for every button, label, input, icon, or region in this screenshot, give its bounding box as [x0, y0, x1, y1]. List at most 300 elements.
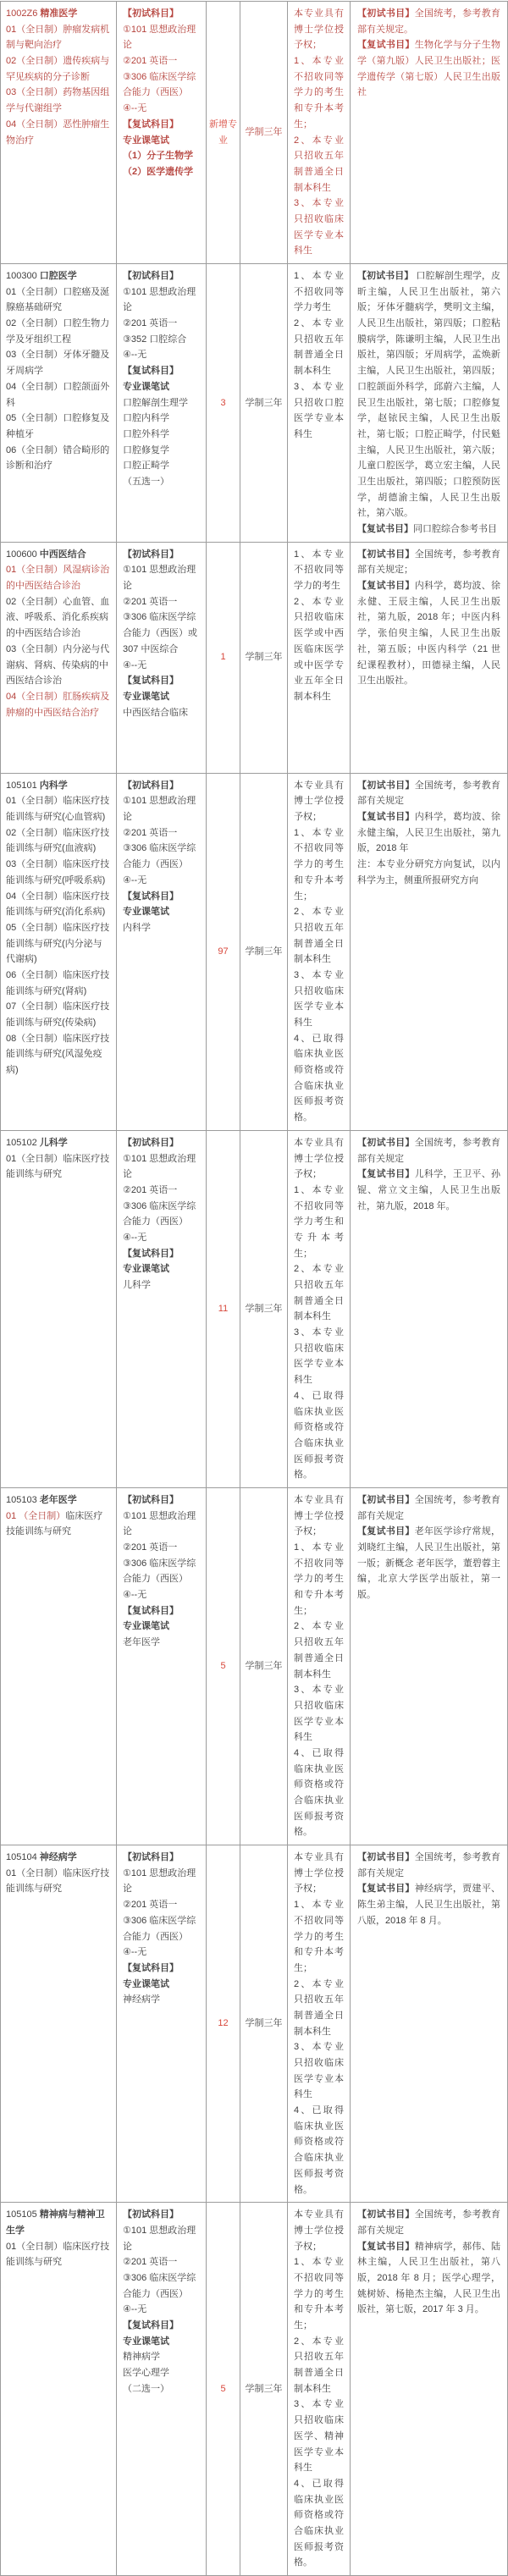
- note-line: [294, 1746, 344, 1840]
- exam-subject-text: ④--无: [123, 1947, 147, 1958]
- note-line: [294, 825, 344, 904]
- exam-subject-text: （2）医学遗传学: [123, 166, 194, 177]
- note-line: [294, 1183, 344, 1261]
- duration-cell: [240, 773, 288, 1130]
- book-list-label: 【复试书目】: [357, 581, 415, 592]
- exam-subject-line: [123, 1183, 200, 1199]
- direction-text: 03（全日制）临床医疗技能训练与研究(呼吸系病): [6, 859, 110, 885]
- exam-subject-line: [123, 1897, 200, 1913]
- book-paragraph: [357, 2239, 500, 2318]
- book-paragraph: [357, 1492, 500, 1524]
- note-text: 2、本专业只招收五年制普通全日制本科生: [294, 907, 344, 965]
- book-list-text: 全国统考，参考教育部有关规定: [357, 2209, 501, 2236]
- note-line: [294, 1031, 344, 1126]
- direction-text: 05（全日制）临床医疗技能训练与研究(内分泌与代谢病): [6, 922, 110, 965]
- book-list-text: 神经病学，贾建平、陈生弟主编，人民卫生出版社，第八版，2018 年 8 月。: [357, 1884, 501, 1926]
- major-cell: [1, 2, 117, 264]
- exam-subject-line: [123, 2365, 200, 2381]
- note-line: [294, 1492, 344, 1540]
- note-text: 本专业具有博士学位授予权；: [294, 8, 344, 51]
- note-text: 本专业具有博士学位授予权；: [294, 1494, 344, 1537]
- major-title: [6, 1492, 111, 1509]
- note-line: [294, 133, 344, 196]
- notes-cell: [288, 2, 351, 264]
- exam-subject-text: 【复试科目】: [123, 119, 179, 130]
- book-list-label: 【复试书目】: [357, 1884, 415, 1895]
- note-line: [294, 268, 344, 316]
- note-text: 1、本专业不招收同等学力的考生和专升本考生；: [294, 1900, 344, 1973]
- exam-subject-line: [123, 1540, 200, 1556]
- table-row: [1, 264, 508, 543]
- exam-subject-text: ①101 思想政治理论: [123, 2225, 196, 2252]
- book-list-label: 【初试书目】: [357, 780, 415, 791]
- exam-subject-text: 【复试科目】: [123, 1962, 179, 1973]
- direction-text: 04（全日制）口腔颌面外科: [6, 381, 110, 408]
- direction-text: 01（全日制）临床医疗技能训练与研究: [6, 2241, 110, 2268]
- exam-subject-line: [123, 2349, 200, 2365]
- quota-value: 5: [220, 2383, 226, 2394]
- duration-value: 学制三年: [245, 1661, 283, 1672]
- exam-subject-line: [123, 2381, 200, 2397]
- notes-cell: [288, 1845, 351, 2203]
- exam-subject-line: [123, 458, 200, 474]
- exam-subject-line: [123, 1619, 200, 1635]
- exam-subject-line: [123, 1635, 200, 1651]
- note-line: [294, 2207, 344, 2254]
- major-title: [6, 1135, 111, 1151]
- exam-subject-line: [123, 594, 200, 610]
- major-code: 105105: [6, 2209, 40, 2220]
- exam-subject-text: 口腔修复学: [123, 444, 169, 455]
- exam-subject-text: 口腔内科学: [123, 413, 169, 424]
- exam-cell: [117, 773, 207, 1130]
- direction-text: 07（全日制）临床医疗技能训练与研究(传染病): [6, 1001, 110, 1028]
- book-list-label: 【复试书目】: [357, 40, 415, 51]
- exam-subject-line: [123, 2318, 200, 2334]
- note-line: [294, 2039, 344, 2103]
- duration-cell: [240, 1845, 288, 2203]
- note-text: 1、本专业不招收同等学力的考生和专升本考生；: [294, 827, 344, 902]
- note-line: [294, 594, 344, 705]
- book-paragraph: [357, 778, 500, 809]
- note-line: [294, 1682, 344, 1746]
- exam-subject-line: [123, 873, 200, 889]
- exam-subject-text: ④--无: [123, 103, 147, 114]
- exam-subject-line: [123, 1199, 200, 1230]
- exam-subject-text: ①101 思想政治理论: [123, 1510, 196, 1537]
- major-title: [6, 778, 111, 794]
- admissions-catalog-table: [0, 1, 508, 2576]
- exam-subject-line: [123, 1556, 200, 1587]
- direction-text: 04（全日制）恶性肿瘤生物治疗: [6, 119, 110, 146]
- exam-subject-text: ①101 思想政治理论: [123, 565, 196, 592]
- notes-cell: [288, 1130, 351, 1487]
- note-line: [294, 547, 344, 594]
- research-direction: [6, 1031, 111, 1078]
- table-row: [1, 2203, 508, 2576]
- exam-subject-line: [123, 1866, 200, 1897]
- book-list-label: 【复试书目】: [357, 1526, 415, 1537]
- exam-subject-text: 精神病学: [123, 2352, 160, 2363]
- note-text: 1、本专业不招收同等学力考生和专升本考生；: [294, 1184, 344, 1259]
- research-direction: [6, 347, 111, 378]
- direction-text: 临床医疗技能训练与研究: [6, 1510, 103, 1537]
- quota-cell: [207, 1487, 240, 1845]
- books-cell: [351, 1845, 508, 2203]
- book-list-text: 全国统考，参考教育部有关规定: [357, 780, 501, 807]
- exam-subject-line: [123, 793, 200, 825]
- direction-text: 03（全日制）内分泌与代谢病、肾病、传染病的中西医结合诊治: [6, 643, 110, 687]
- exam-subject-text: 【初试科目】: [123, 1852, 179, 1863]
- note-text: 3、本专业只招收临床医学专业本科生: [294, 969, 344, 1028]
- research-direction: [6, 443, 111, 474]
- exam-subject-text: 【复试科目】: [123, 676, 179, 687]
- quota-value: 5: [220, 1661, 226, 1672]
- exam-subject-text: 专业课笔试: [123, 381, 169, 392]
- note-line: [294, 1261, 344, 1325]
- direction-text: 03（全日制）药物基因组学与代谢组学: [6, 87, 110, 114]
- exam-subject-text: ②201 英语一: [123, 827, 178, 838]
- book-list-label: 【初试书目】: [357, 8, 415, 19]
- exam-subject-text: ②201 英语一: [123, 2257, 178, 2268]
- quota-value: 3: [220, 397, 226, 408]
- note-text: 4、已取得临床执业医师资格或符合临床执业医师报考资格。: [294, 1033, 344, 1123]
- note-text: 3、本专业只招收临床医学专业本科生: [294, 1327, 344, 1386]
- exam-subject-text: 口腔外科学: [123, 428, 169, 439]
- exam-subject-text: ③352 口腔综合: [123, 334, 187, 345]
- exam-subject-line: [123, 347, 200, 363]
- book-paragraph: [357, 1850, 500, 1881]
- exam-subject-line: [123, 164, 200, 180]
- book-list-label: 【初试书目】: [357, 2209, 415, 2220]
- major-cell: [1, 773, 117, 1130]
- research-direction: [6, 411, 111, 442]
- exam-subject-text: 【复试科目】: [123, 1605, 179, 1616]
- exam-subject-text: 【复试科目】: [123, 2320, 179, 2331]
- major-name: 儿科学: [39, 1137, 68, 1148]
- note-line: [294, 968, 344, 1031]
- direction-text: 06（全日制）临床医疗技能训练与研究(肾病): [6, 969, 110, 996]
- exam-subject-line: [123, 562, 200, 593]
- note-line: [294, 1619, 344, 1682]
- note-line: [294, 1135, 344, 1183]
- note-text: 4、已取得临床执业医师资格或符合临床执业医师报考资格。: [294, 1747, 344, 1838]
- exam-subject-text: 【初试科目】: [123, 2209, 179, 2220]
- major-code: 105101: [6, 780, 40, 791]
- note-text: 本专业具有博士学位授予权；: [294, 780, 344, 823]
- quota-value: 12: [218, 2018, 229, 2029]
- note-text: 4、已取得临床执业医师资格或符合临床执业医师报考资格。: [294, 2478, 344, 2568]
- exam-subject-text: （五选一）: [123, 476, 169, 487]
- major-name: 内科学: [39, 780, 68, 791]
- quota-cell: [207, 2203, 240, 2576]
- note-line: [294, 53, 344, 132]
- book-list-label: 【复试书目】: [357, 524, 413, 534]
- notes-cell: [288, 542, 351, 773]
- book-list-text: 全国统考，参考教育部有关规定；: [357, 549, 501, 576]
- major-title: [6, 547, 111, 563]
- exam-subject-text: ④--无: [123, 1590, 147, 1601]
- duration-cell: [240, 1130, 288, 1487]
- duration-value: 学制三年: [245, 1304, 283, 1315]
- research-direction: [6, 379, 111, 411]
- exam-subject-line: [123, 284, 200, 316]
- exam-subject-text: 内科学: [123, 922, 151, 933]
- direction-text: 05（全日制）口腔修复及种植牙: [6, 413, 110, 439]
- note-line: [294, 316, 344, 379]
- table-row: [1, 1845, 508, 2203]
- direction-text: 01（全日制）口腔癌及涎腺癌基础研究: [6, 286, 110, 313]
- note-line: [294, 1897, 344, 1976]
- major-code: 105102: [6, 1137, 40, 1148]
- book-paragraph: [357, 6, 500, 37]
- exam-cell: [117, 2, 207, 264]
- note-text: 3、本专业只招收临床医学、精神医学专业本科生: [294, 2399, 344, 2474]
- exam-subject-text: 【初试科目】: [123, 1494, 179, 1505]
- major-code: 100600: [6, 549, 40, 560]
- note-line: [294, 196, 344, 259]
- direction-text: 02（全日制）心血管、血液、呼吸系、消化系疾病的中西医结合诊治: [6, 596, 110, 639]
- books-cell: [351, 1487, 508, 1845]
- note-text: 3、本专业只招收临床医学专业本科生: [294, 1685, 344, 1743]
- duration-cell: [240, 542, 288, 773]
- exam-subject-line: [123, 53, 200, 69]
- exam-subject-text: ③306 临床医学综合能力（西医）: [123, 2272, 196, 2299]
- exam-subject-text: （1）分子生物学: [123, 151, 194, 162]
- exam-subject-text: 专业课笔试: [123, 1978, 169, 1989]
- major-name: 口腔医学: [39, 271, 77, 281]
- exam-subject-text: 【初试科目】: [123, 271, 179, 281]
- duration-cell: [240, 264, 288, 543]
- exam-subject-text: 专业课笔试: [123, 907, 169, 918]
- book-list-text: 同口腔综合参考书目: [413, 524, 497, 534]
- exam-subject-line: [123, 1913, 200, 1944]
- exam-subject-line: [123, 2207, 200, 2223]
- books-cell: [351, 542, 508, 773]
- research-direction: [6, 999, 111, 1030]
- book-list-text: 注：本专业分研究方向复试，以内科学为主，侧重所报研究方向: [357, 859, 500, 885]
- book-paragraph: [357, 1167, 500, 1214]
- exam-subject-text: ①101 思想政治理论: [123, 796, 196, 823]
- exam-subject-line: [123, 841, 200, 872]
- quota-value: 1: [220, 652, 226, 663]
- exam-subject-text: ①101 思想政治理论: [123, 1867, 196, 1895]
- note-text: 本专业具有博士学位授予权；: [294, 1137, 344, 1180]
- research-direction: [6, 968, 111, 999]
- exam-subject-line: [123, 2223, 200, 2254]
- exam-subject-text: 专业课笔试: [123, 1621, 169, 1632]
- direction-text: 01（全日制）肿瘤发病机制与靶向治疗: [6, 24, 110, 51]
- exam-subject-text: 【初试科目】: [123, 780, 179, 791]
- research-direction: [6, 1151, 111, 1183]
- note-text: 2、本专业只招收五年制普通全日制本科生: [294, 2336, 344, 2394]
- table-row: [1, 542, 508, 773]
- exam-subject-line: [123, 133, 200, 149]
- research-direction: [6, 85, 111, 116]
- exam-subject-line: [123, 363, 200, 379]
- exam-subject-text: ③306 临床医学综合能力（西医）: [123, 1915, 196, 1942]
- exam-subject-text: 专业课笔试: [123, 691, 169, 702]
- exam-subject-line: [123, 69, 200, 101]
- research-direction: [6, 1509, 111, 1540]
- book-list-text: 老年医学诊疗常规，刘晓红主编，人民卫生出版社，第一版；新概念 老年医学，董碧蓉主编，北京大学医学出版社，第一版。: [357, 1526, 501, 1601]
- book-list-text: 儿科学，王卫平、孙锟、常立文主编，人民卫生出版社，第九版，2018 年。: [357, 1169, 501, 1211]
- exam-subject-text: 口腔解剖生理学: [123, 397, 188, 408]
- note-text: 2、本专业只招收五年制普通全日制本科生: [294, 1978, 344, 2037]
- note-line: [294, 904, 344, 968]
- book-list-text: 精神病学，郝伟、陆林主编，人民卫生出版社，第八版，2018 年 8 月；医学心理学，姚树娇、杨艳杰主编，人民卫生出版社，第七版，2017 年 3 月。: [357, 2241, 501, 2315]
- direction-text: 01（全日制）临床医疗技能训练与研究: [6, 1867, 110, 1895]
- book-paragraph: [357, 578, 500, 689]
- exam-subject-line: [123, 889, 200, 905]
- exam-subject-text: 儿科学: [123, 1280, 151, 1290]
- major-code: 1002Z6: [6, 8, 41, 19]
- exam-subject-line: [123, 2270, 200, 2302]
- exam-subject-text: ②201 英语一: [123, 1900, 178, 1911]
- books-cell: [351, 1130, 508, 1487]
- major-cell: [1, 1487, 117, 1845]
- direction-text: 06（全日制）错合畸形的诊断和治疗: [6, 444, 110, 472]
- exam-subject-text: ③306 临床医学综合能力（西医）: [123, 843, 196, 870]
- research-direction: [6, 889, 111, 920]
- note-line: [294, 1325, 344, 1388]
- duration-value: 学制三年: [245, 397, 283, 408]
- exam-cell: [117, 542, 207, 773]
- quota-value: 新增专业: [209, 119, 237, 146]
- exam-subject-line: [123, 1246, 200, 1262]
- research-direction: [6, 642, 111, 689]
- exam-subject-text: 专业课笔试: [123, 135, 169, 146]
- direction-text: 02（全日制）临床医疗技能训练与研究(血液病): [6, 827, 110, 854]
- book-paragraph: [357, 268, 500, 521]
- note-text: 3、本专业只招收临床医学专业本科生: [294, 2042, 344, 2100]
- major-name: 精准医学: [40, 8, 78, 19]
- research-direction: [6, 2239, 111, 2270]
- research-direction: [6, 562, 111, 593]
- duration-value: 学制三年: [245, 652, 283, 663]
- exam-subject-line: [123, 1850, 200, 1866]
- exam-subject-line: [123, 778, 200, 794]
- exam-subject-line: [123, 379, 200, 395]
- direction-text: 02（全日制）遗传疾病与罕见疾病的分子诊断: [6, 56, 110, 82]
- exam-subject-line: [123, 1944, 200, 1961]
- note-line: [294, 2397, 344, 2475]
- book-list-label: 【复试书目】: [357, 1169, 415, 1180]
- exam-subject-text: ③306 临床医学综合能力（西医）: [123, 71, 196, 98]
- quota-value: 97: [218, 946, 229, 957]
- major-code: 105103: [6, 1494, 40, 1505]
- exam-subject-text: ④--无: [123, 1232, 147, 1243]
- exam-subject-text: 中西医结合临床: [123, 707, 188, 718]
- major-name: 精神病与精神卫生学: [6, 2209, 105, 2236]
- note-text: 4、已取得临床执业医师资格或符合临床执业医师报考资格。: [294, 1390, 344, 1481]
- exam-cell: [117, 1487, 207, 1845]
- notes-cell: [288, 1487, 351, 1845]
- exam-subject-line: [123, 316, 200, 332]
- exam-subject-line: [123, 1961, 200, 1977]
- exam-subject-text: ①101 思想政治理论: [123, 1153, 196, 1180]
- exam-subject-line: [123, 920, 200, 936]
- research-direction: [6, 825, 111, 857]
- note-line: [294, 2254, 344, 2333]
- notes-cell: [288, 2203, 351, 2576]
- catalog-rows: [1, 2, 508, 2576]
- exam-subject-line: [123, 1230, 200, 1246]
- exam-subject-text: ①101 思想政治理论: [123, 24, 196, 51]
- book-list-label: 【初试书目】: [357, 271, 414, 281]
- note-line: [294, 6, 344, 53]
- exam-subject-line: [123, 1992, 200, 2008]
- exam-subject-line: [123, 2254, 200, 2270]
- research-direction: [6, 594, 111, 642]
- table-row: [1, 773, 508, 1130]
- exam-subject-line: [123, 610, 200, 657]
- direction-text: 03（全日制）牙体牙髓及牙周病学: [6, 350, 110, 377]
- exam-subject-text: ④--无: [123, 659, 147, 670]
- table-row: [1, 1130, 508, 1487]
- note-text: 1、本专业不招收同等学力的考生: [294, 549, 344, 592]
- exam-subject-text: ①101 思想政治理论: [123, 286, 196, 313]
- book-paragraph: [357, 547, 500, 578]
- note-line: [294, 778, 344, 825]
- direction-text: 01（全日制）风湿病诊治的中西医结合诊治: [6, 565, 110, 592]
- exam-subject-line: [123, 101, 200, 117]
- direction-text: 04（全日制）肛肠疾病及肿瘤的中西医结合治疗: [6, 691, 110, 718]
- research-direction: [6, 920, 111, 968]
- exam-subject-text: ④--无: [123, 350, 147, 361]
- duration-value: 学制三年: [245, 2018, 283, 2029]
- quota-cell: [207, 1130, 240, 1487]
- note-text: 本专业具有博士学位授予权；: [294, 1852, 344, 1895]
- exam-subject-text: ②201 英语一: [123, 1542, 178, 1553]
- notes-cell: [288, 264, 351, 543]
- direction-text: 01（全日制）临床医疗技能训练与研究(心血管病): [6, 796, 110, 823]
- exam-subject-line: [123, 427, 200, 443]
- duration-cell: [240, 1487, 288, 1845]
- research-direction: [6, 53, 111, 85]
- book-list-label: 【初试书目】: [357, 1852, 415, 1863]
- exam-subject-line: [123, 658, 200, 674]
- exam-subject-line: [123, 1603, 200, 1619]
- exam-subject-text: 【初试科目】: [123, 8, 179, 19]
- quota-value: 11: [218, 1304, 229, 1315]
- book-list-text: 内科学，葛均波、徐永健主编，人民卫生出版社，第九版，2018 年: [357, 812, 501, 854]
- exam-subject-text: 【初试科目】: [123, 549, 179, 560]
- exam-subject-text: ④--无: [123, 874, 147, 885]
- exam-subject-text: ③306 临床医学综合能力（西医）或 307 中医综合: [123, 612, 197, 654]
- table-row: [1, 2, 508, 264]
- note-line: [294, 1977, 344, 2040]
- direction-text: 04（全日制）临床医疗技能训练与研究(消化系病): [6, 891, 110, 918]
- exam-subject-text: 【复试科目】: [123, 366, 179, 377]
- book-list-label: 【复试书目】: [357, 812, 415, 823]
- direction-text: 01 （全日制）: [6, 1510, 66, 1521]
- quota-cell: [207, 264, 240, 543]
- note-line: [294, 1850, 344, 1897]
- research-direction: [6, 117, 111, 148]
- book-paragraph: [357, 1135, 500, 1167]
- exam-subject-line: [123, 1261, 200, 1277]
- major-cell: [1, 1845, 117, 2203]
- exam-subject-line: [123, 547, 200, 563]
- duration-value: 学制三年: [245, 946, 283, 957]
- exam-subject-text: ④--无: [123, 2304, 147, 2315]
- exam-subject-line: [123, 1135, 200, 1151]
- exam-subject-text: 口腔正畸学: [123, 461, 169, 472]
- book-list-label: 【初试书目】: [357, 1137, 415, 1148]
- book-list-label: 【复试书目】: [357, 2241, 415, 2252]
- note-line: [294, 379, 344, 443]
